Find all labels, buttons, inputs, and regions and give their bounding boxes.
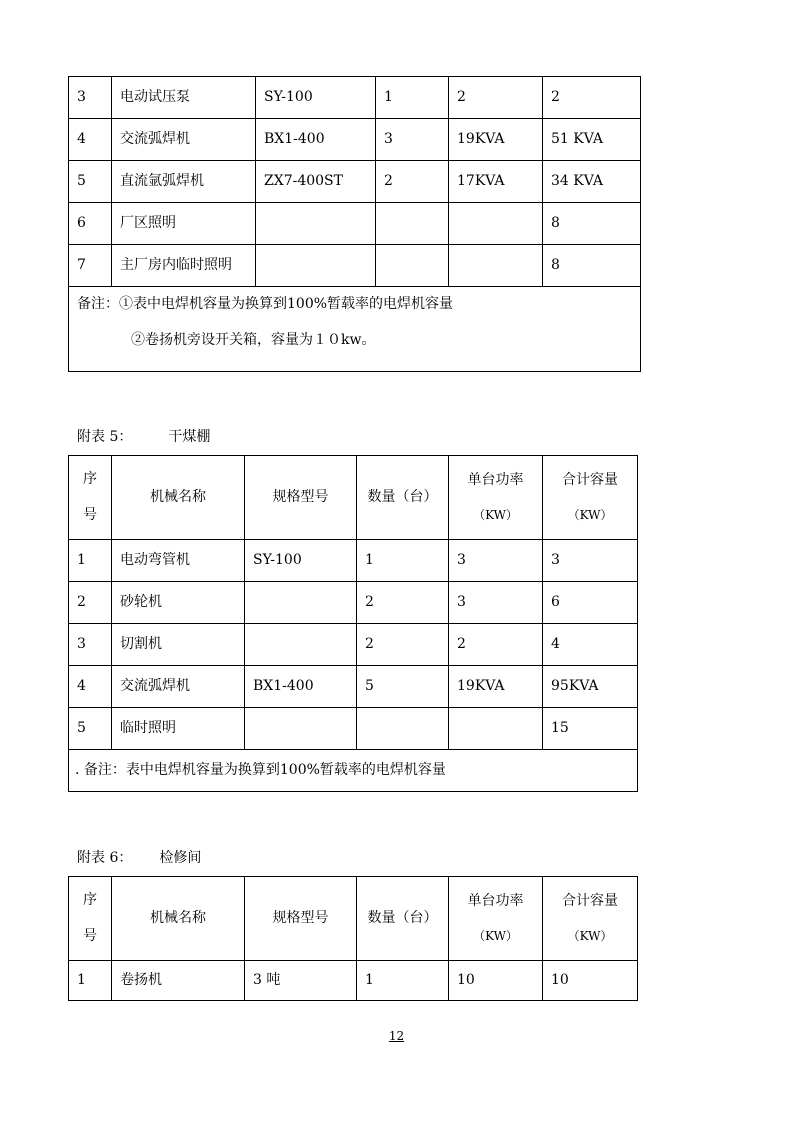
table-cell	[245, 582, 357, 624]
table-cell: 交流弧焊机	[112, 666, 245, 708]
table-cell: 8	[543, 245, 641, 287]
table6-caption-title: 检修间	[159, 850, 202, 866]
table-cell: 临时照明	[112, 708, 245, 750]
table5-caption-title: 干煤棚	[168, 429, 211, 445]
table-cell: 电动弯管机	[112, 540, 245, 582]
header-model: 规格型号	[245, 456, 357, 540]
table-cell: 34 KVA	[543, 161, 641, 203]
table-cell: 5	[69, 708, 112, 750]
table-cell: 直流氩弧焊机	[112, 161, 256, 203]
table-cell: 3 吨	[245, 961, 357, 1001]
table-cell: 6	[69, 203, 112, 245]
table-cell: 1	[69, 540, 112, 582]
table-cell: 19KVA	[449, 666, 543, 708]
table-cell: 切割机	[112, 624, 245, 666]
table-cell	[256, 203, 376, 245]
table-cell: 砂轮机	[112, 582, 245, 624]
header-model: 规格型号	[245, 877, 357, 961]
table-cell: BX1-400	[245, 666, 357, 708]
table-cell: SY-100	[245, 540, 357, 582]
table-cell: 5	[357, 666, 449, 708]
table-cell: 3	[543, 540, 638, 582]
table-cell: 1	[376, 77, 449, 119]
table-cell: 10	[449, 961, 543, 1001]
table-header-row	[69, 877, 638, 961]
table-row	[69, 161, 641, 203]
table-cell: BX1-400	[256, 119, 376, 161]
equipment-table-continued	[68, 76, 641, 372]
table-cell: 8	[543, 203, 641, 245]
table-cell	[357, 708, 449, 750]
table-cell: 3	[449, 582, 543, 624]
table-row	[69, 961, 638, 1001]
table5-caption	[77, 426, 210, 446]
table-cell	[245, 624, 357, 666]
table-row	[69, 203, 641, 245]
table-cell: 1	[69, 961, 112, 1001]
table-cell: 2	[357, 624, 449, 666]
table-cell: 2	[69, 582, 112, 624]
table-cell: 17KVA	[449, 161, 543, 203]
table-cell: 10	[543, 961, 638, 1001]
table-cell	[245, 708, 357, 750]
table-row	[69, 582, 638, 624]
header-qty: 数量（台）	[357, 456, 449, 540]
table-cell: 2	[543, 77, 641, 119]
table-cell: SY-100	[256, 77, 376, 119]
table-row	[69, 77, 641, 119]
table-cell	[449, 245, 543, 287]
header-serial: 序 号	[69, 877, 112, 961]
table6-caption	[77, 847, 201, 867]
table-cell: 15	[543, 708, 638, 750]
table-cell: 2	[449, 77, 543, 119]
table-cell: 3	[69, 77, 112, 119]
table-note-row	[69, 287, 641, 372]
table-cell: 7	[69, 245, 112, 287]
table-row	[69, 624, 638, 666]
table-cell: 19KVA	[449, 119, 543, 161]
table-cell	[376, 245, 449, 287]
table-cell: 2	[357, 582, 449, 624]
header-serial: 序 号	[69, 456, 112, 540]
table-cell: 3	[376, 119, 449, 161]
header-qty: 数量（台）	[357, 877, 449, 961]
header-name: 机械名称	[112, 877, 245, 961]
table-cell: 51 KVA	[543, 119, 641, 161]
table-header-row	[69, 456, 638, 540]
table-note-line-2: ②卷扬机旁设开关箱，容量为１０kw。	[131, 331, 376, 348]
table-cell	[376, 203, 449, 245]
table6-caption-label: 附表 6：	[77, 850, 133, 866]
header-name: 机械名称	[112, 456, 245, 540]
dry-coal-shed-equipment-table	[68, 455, 638, 792]
table-cell	[449, 203, 543, 245]
table-row	[69, 245, 641, 287]
table-cell: 95KVA	[543, 666, 638, 708]
table-cell	[256, 245, 376, 287]
header-power: 单台功率 （KW）	[449, 456, 543, 540]
table-row	[69, 708, 638, 750]
table-note: . 备注：表中电焊机容量为换算到100%暂载率的电焊机容量	[69, 750, 638, 792]
table-row	[69, 119, 641, 161]
table-cell: 5	[69, 161, 112, 203]
table-cell: 主厂房内临时照明	[112, 245, 256, 287]
table-row	[69, 540, 638, 582]
table-cell: 1	[357, 961, 449, 1001]
table-cell: 交流弧焊机	[112, 119, 256, 161]
table5-caption-label: 附表 5：	[77, 429, 133, 445]
page-number: 12	[388, 1029, 405, 1043]
table-note-line-1: 备注：①表中电焊机容量为换算到100%暂载率的电焊机容量	[77, 296, 454, 312]
header-power: 单台功率 （KW）	[449, 877, 543, 961]
maintenance-room-equipment-table	[68, 876, 638, 1001]
table-note-row	[69, 750, 638, 792]
table-cell: 厂区照明	[112, 203, 256, 245]
table-cell: 1	[357, 540, 449, 582]
table-cell: 6	[543, 582, 638, 624]
table-cell: 电动试压泵	[112, 77, 256, 119]
table-row	[69, 666, 638, 708]
header-total: 合计容量 （KW）	[543, 456, 638, 540]
table-cell: 卷扬机	[112, 961, 245, 1001]
table-cell	[449, 708, 543, 750]
header-total: 合计容量 （KW）	[543, 877, 638, 961]
table-cell: 4	[543, 624, 638, 666]
table-cell: 4	[69, 666, 112, 708]
table-cell: 2	[449, 624, 543, 666]
table-cell: 3	[449, 540, 543, 582]
table-cell: 4	[69, 119, 112, 161]
table-cell: 2	[376, 161, 449, 203]
table-cell: ZX7-400ST	[256, 161, 376, 203]
table-cell: 3	[69, 624, 112, 666]
